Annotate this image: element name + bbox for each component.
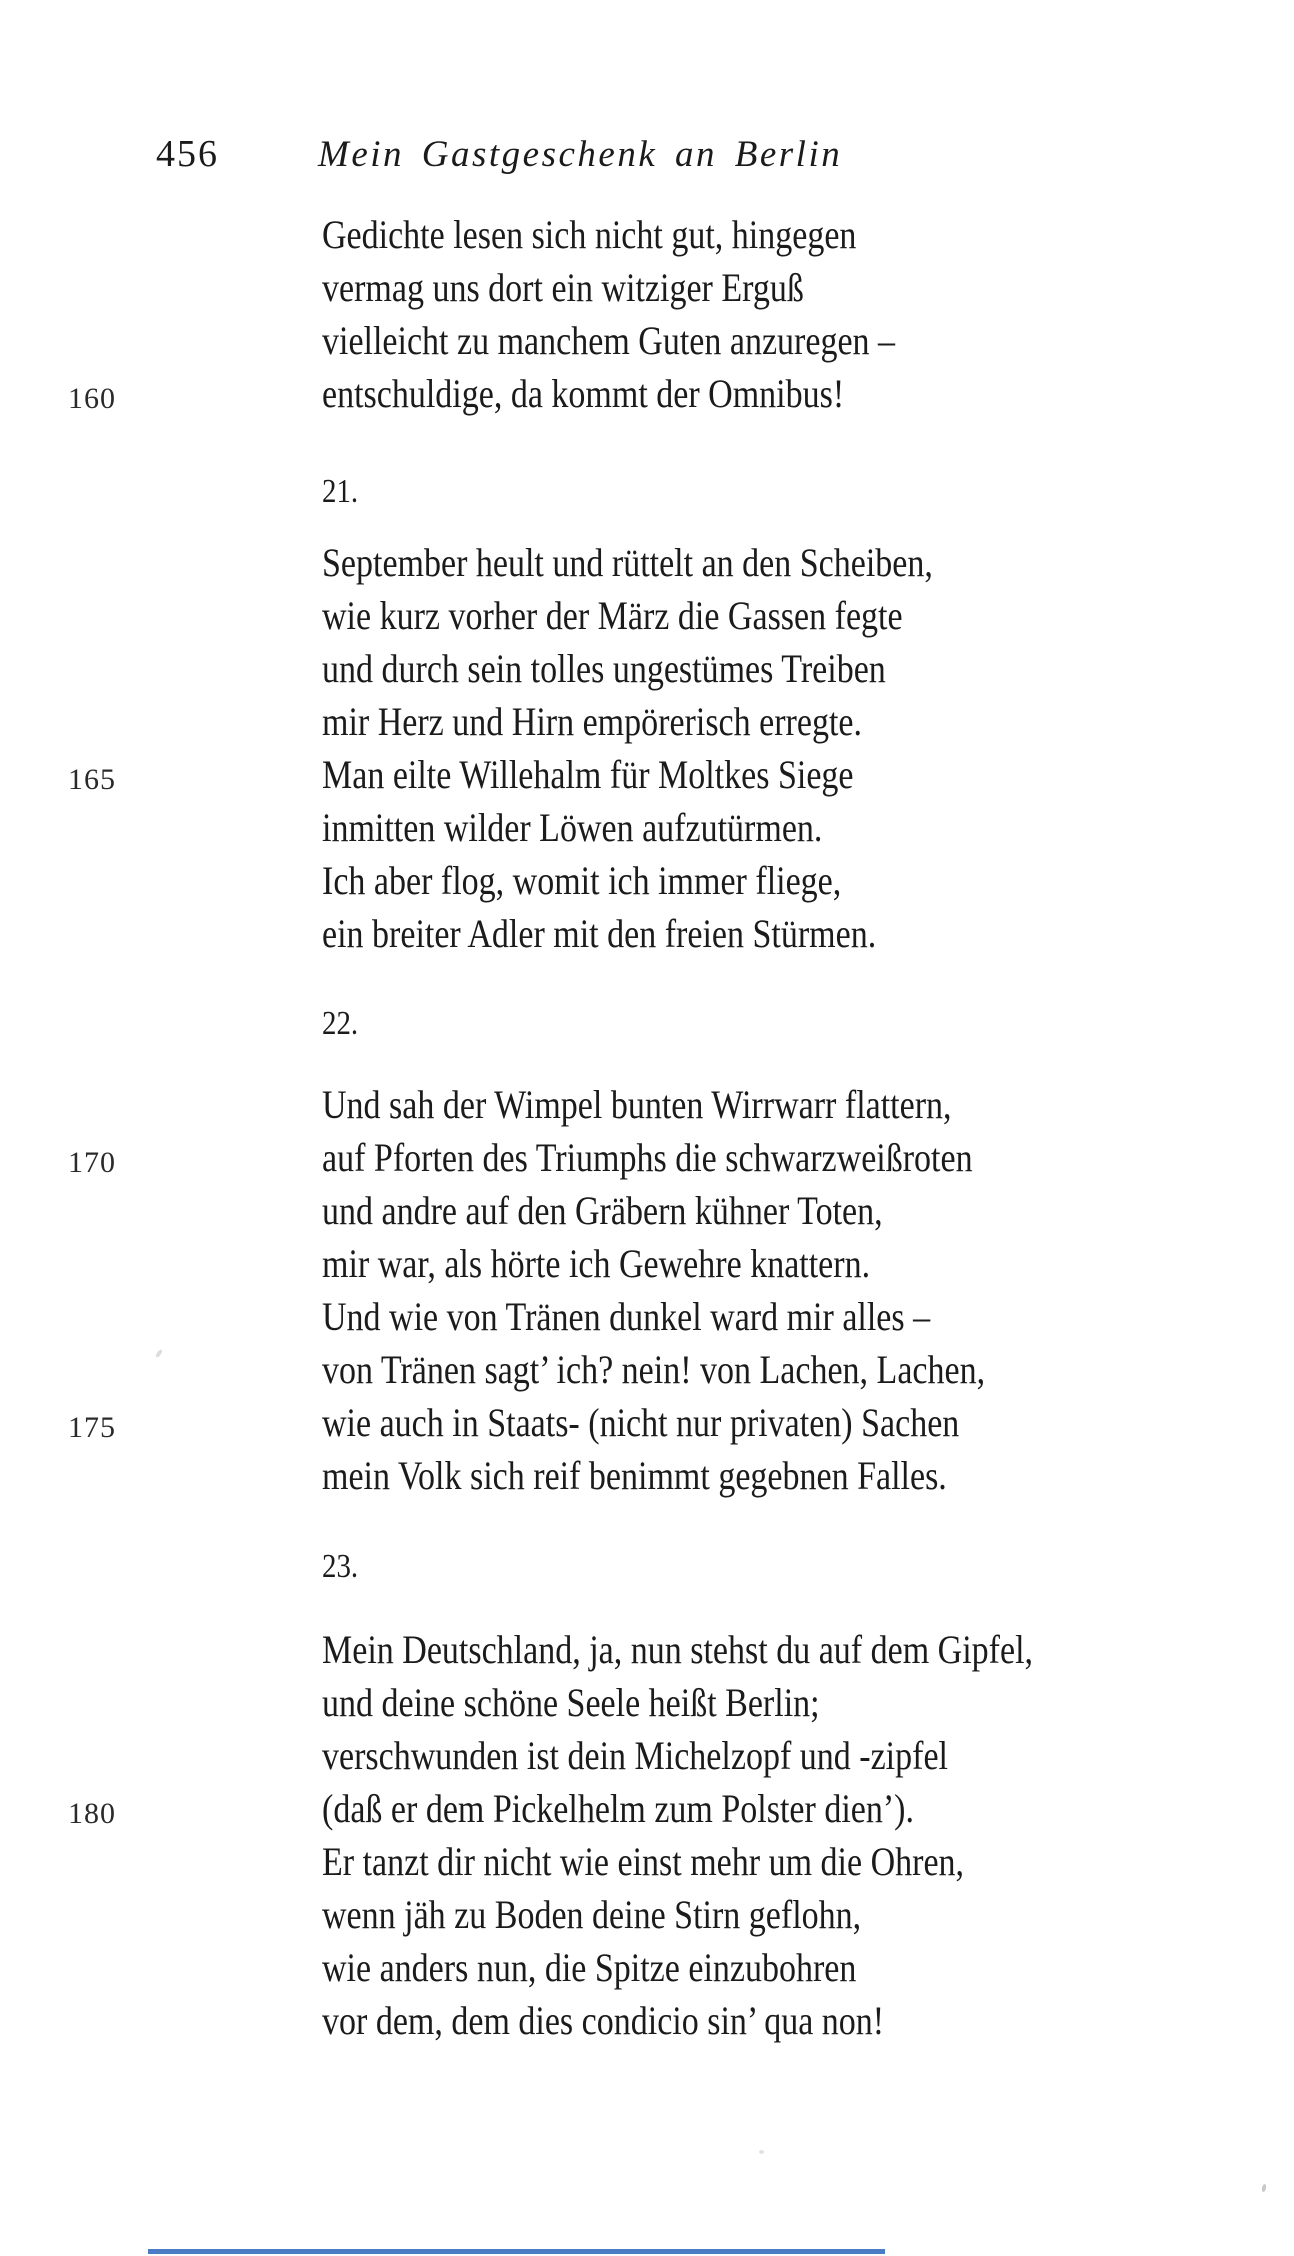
verse-line: September heult und rüttelt an den Scheiben, <box>322 540 933 585</box>
stanza-continuation <box>322 208 895 420</box>
verse-line: mir war, als hörte ich Gewehre knattern. <box>322 1241 871 1286</box>
verse-line: mein Volk sich reif benimmt gegebnen Falles. <box>322 1453 947 1498</box>
bottom-blue-artifact-bar <box>148 2249 885 2254</box>
verse-line: Und sah der Wimpel bunten Wirrwarr flattern, <box>322 1082 952 1127</box>
verse-line: Und wie von Tränen dunkel ward mir alles – <box>322 1294 931 1339</box>
verse-line: auf Pforten des Triumphs die schwarzweißroten <box>322 1135 973 1180</box>
verse-line: Mein Deutschland, ja, nun stehst du auf dem Gipfel, <box>322 1627 1034 1672</box>
verse-line-number-175: 175 <box>68 1411 116 1444</box>
verse-line: mir Herz und Hirn empörerisch erregte. <box>322 699 863 744</box>
verse-line-number-180: 180 <box>68 1797 116 1830</box>
verse-line: wie kurz vorher der März die Gassen fegte <box>322 593 903 638</box>
verse-line: vor dem, dem dies condicio sin’ qua non! <box>322 1998 885 2043</box>
stanza-23 <box>322 1623 1033 2047</box>
verse-line-number-170: 170 <box>68 1146 116 1179</box>
verse-line: (daß er dem Pickelhelm zum Polster dien’). <box>322 1786 914 1831</box>
scan-speck <box>1261 2184 1267 2193</box>
verse-line: wie anders nun, die Spitze einzubohren <box>322 1945 857 1990</box>
stanza-number-21: 21. <box>322 473 359 510</box>
verse-line: Man eilte Willehalm für Moltkes Siege <box>322 752 854 797</box>
verse-line: ein breiter Adler mit den freien Stürmen. <box>322 911 877 956</box>
verse-line-number-165: 165 <box>68 763 116 796</box>
verse-line: und deine schöne Seele heißt Berlin; <box>322 1680 820 1725</box>
verse-line: inmitten wilder Löwen aufzutürmen. <box>322 805 823 850</box>
stanza-number-23: 23. <box>322 1548 359 1585</box>
verse-line: verschwunden ist dein Michelzopf und -zipfel <box>322 1733 948 1778</box>
verse-line: vermag uns dort ein witziger Erguß <box>322 265 804 310</box>
verse-line: wie auch in Staats- (nicht nur privaten) Sachen <box>322 1400 960 1445</box>
stanza-number-22: 22. <box>322 1005 359 1042</box>
verse-line: vielleicht zu manchem Guten anzuregen – <box>322 318 896 363</box>
verse-line-number-160: 160 <box>68 382 116 415</box>
verse-line: und andre auf den Gräbern kühner Toten, <box>322 1188 883 1233</box>
stanza-21 <box>322 536 933 960</box>
verse-line: und durch sein tolles ungestümes Treiben <box>322 646 886 691</box>
verse-line: Er tanzt dir nicht wie einst mehr um die Ohren, <box>322 1839 965 1884</box>
verse-line: entschuldige, da kommt der Omnibus! <box>322 371 845 416</box>
scan-speck <box>155 1349 163 1359</box>
page-number: 456 <box>156 133 219 175</box>
verse-line: von Tränen sagt’ ich? nein! von Lachen, Lachen, <box>322 1347 986 1392</box>
verse-line: wenn jäh zu Boden deine Stirn geflohn, <box>322 1892 862 1937</box>
running-title: Mein Gastgeschenk an Berlin <box>318 134 843 175</box>
verse-line: Ich aber flog, womit ich immer fliege, <box>322 858 842 903</box>
scan-speck <box>759 2150 764 2154</box>
stanza-22 <box>322 1078 985 1502</box>
verse-line: Gedichte lesen sich nicht gut, hingegen <box>322 212 857 257</box>
